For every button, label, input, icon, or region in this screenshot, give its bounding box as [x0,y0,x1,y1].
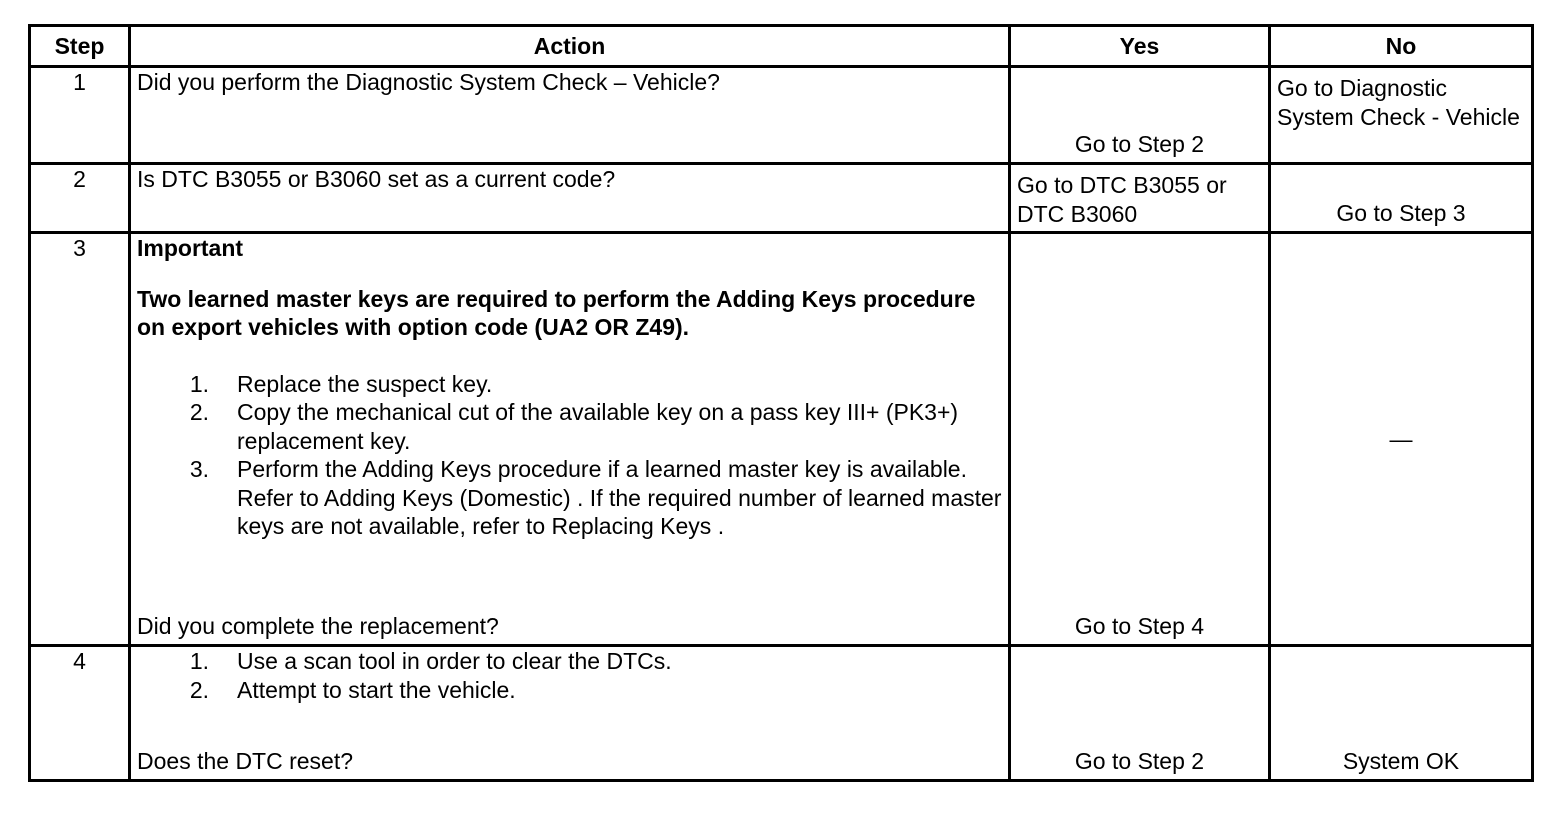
substep-text: Attempt to start the vehicle. [237,676,516,703]
table-row [30,164,1533,233]
yes-cell [1010,67,1270,164]
yes-result: Go to Step 4 [1074,612,1205,639]
action-cell [130,164,1010,233]
no-result: — [1389,425,1413,452]
list-item [137,398,1002,455]
no-result: Go to Diagnostic System Check - Vehicle [1277,75,1520,130]
no-cell [1270,67,1533,164]
list-item [137,370,1002,399]
list-item [137,676,1002,705]
action-text: Is DTC B3055 or B3060 set as a current code? [137,166,616,192]
list-item [137,455,1002,541]
substep-text: Use a scan tool in order to clear the DTCs. [237,648,672,674]
table-row [30,67,1533,164]
action-text: Did you perform the Diagnostic System Check – Vehicle? [137,69,720,95]
step-number: 1 [30,67,130,164]
step-number: 4 [30,646,130,781]
substep-list [137,647,1002,704]
action-cell [130,67,1010,164]
list-item [137,647,1002,676]
yes-result: Go to Step 2 [1074,747,1205,774]
header-no: No [1270,26,1533,67]
substep-number: 1. [189,648,209,674]
substep-text: Replace the suspect key. [237,370,493,397]
step-number: 3 [30,233,130,646]
header-row [30,26,1533,67]
no-result: Go to Step 3 [1336,199,1466,226]
header-step: Step [30,26,130,67]
no-result: System OK [1342,747,1460,774]
substep-text: Perform the Adding Keys procedure if a learned master key is available. Refer to Adding Keys (Domestic) . If the required number of learned master keys are not available, refer to Replacing Keys . [237,456,1002,539]
action-question: Did you complete the replacement? [137,612,499,639]
no-cell [1270,646,1533,781]
header-action: Action [130,26,1010,67]
header-yes: Yes [1010,26,1270,67]
action-question: Does the DTC reset? [137,747,354,774]
no-cell [1270,164,1533,233]
yes-result: Go to Step 2 [1074,130,1205,157]
yes-cell [1010,646,1270,781]
substep-number: 2. [189,399,209,425]
yes-result: Go to DTC B3055 or DTC B3060 [1017,172,1227,227]
table-row [30,233,1533,646]
table-row [30,646,1533,781]
substep-number: 1. [189,370,209,397]
yes-cell [1010,233,1270,646]
important-text: Two learned master keys are required to perform the Adding Keys procedure on export vehicles with option code (UA2 OR Z49). [137,285,976,340]
action-cell [130,233,1010,646]
yes-cell [1010,164,1270,233]
substep-text: Copy the mechanical cut of the available key on a pass key III+ (PK3+) replacement key. [237,399,959,454]
step-number: 2 [30,164,130,233]
substep-number: 3. [189,456,209,482]
diagnostic-table [28,24,1534,782]
action-cell [130,646,1010,781]
substep-number: 2. [189,676,209,703]
important-label: Important [137,235,244,261]
no-cell [1270,233,1533,646]
substep-list [137,370,1002,541]
